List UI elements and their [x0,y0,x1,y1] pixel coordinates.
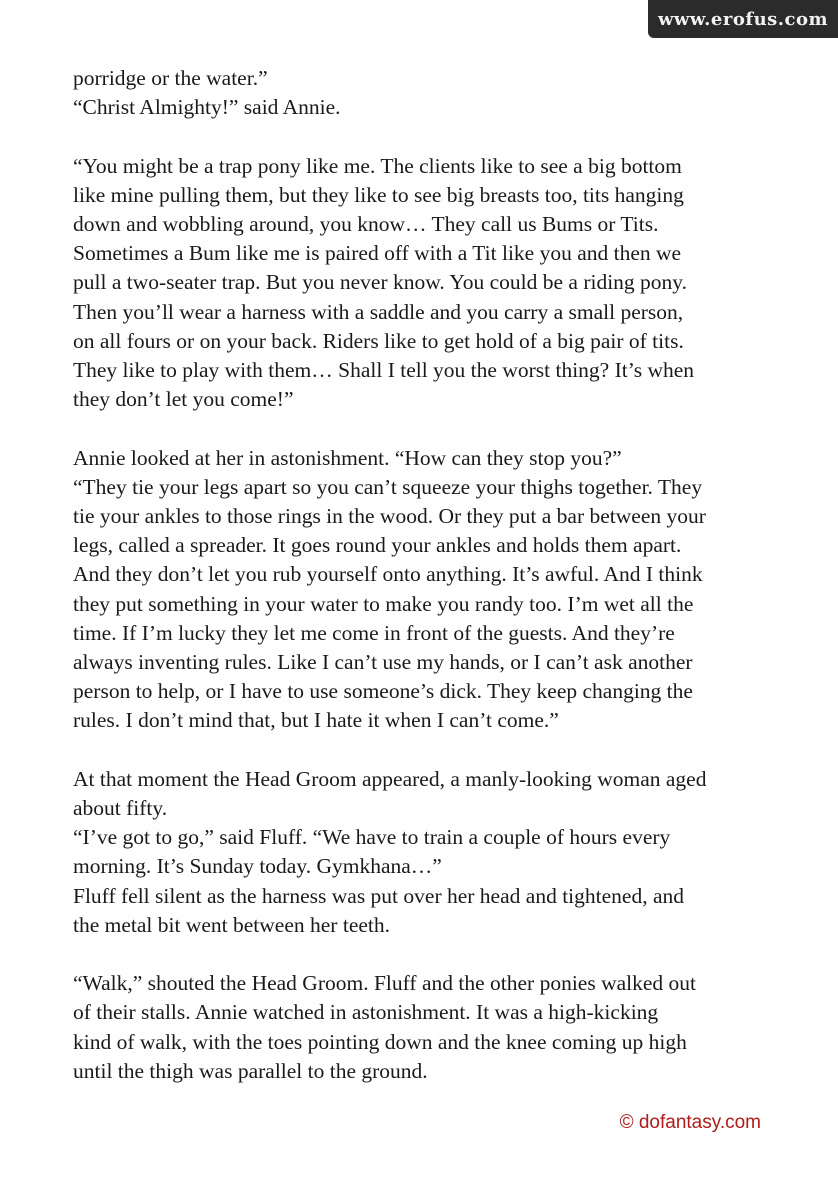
text-line: Sometimes a Bum like me is paired off with a Tit like you and then we [73,241,682,266]
text-line: porridge or the water.” [73,66,268,90]
text-line: about fifty. [73,796,168,821]
text-line: always inventing rules. Like I can’t use my hands, or I can’t ask another [73,650,693,675]
footer-credit: © dofantasy.com [619,1112,761,1133]
text-line: time. If I’m lucky they let me come in front of the guests. And they’re [73,620,675,645]
text-line: person to help, or I have to use someone’s dick. They keep changing the [73,679,693,704]
watermark-badge [648,0,838,38]
watermark-text: www.erofus.com [657,8,829,30]
text-line: “They tie your legs apart so you can’t squeeze your thighs together. They [73,474,703,499]
text-line: they put something in your water to make you randy too. I’m wet all the [73,591,694,616]
paragraph-gap [73,414,773,443]
paragraph-gap [73,122,773,151]
text-line: Annie looked at her in astonishment. “How can they stop you?” [73,445,622,470]
text-line: “I’ve got to go,” said Fluff. “We have to train a couple of hours every [73,825,671,850]
text-line: rules. I don’t mind that, but I hate it when I can’t come.” [73,708,559,733]
text-line: Then you’ll wear a harness with a saddle and you carry a small person, [73,299,684,324]
text-line: kind of walk, with the toes pointing down and the knee coming up high [73,1029,687,1054]
text-line: “Walk,” shouted the Head Groom. Fluff and the other ponies walked out [73,971,697,996]
text-line: Fluff fell silent as the harness was put over her head and tightened, and [73,883,684,908]
paragraph-gap [73,940,773,969]
text-line: “Christ Almighty!” said Annie. [73,95,341,120]
text-line: And they don’t let you rub yourself onto anything. It’s awful. And I think [73,562,703,587]
text-line: like mine pulling them, but they like to see big breasts too, tits hanging [73,182,684,207]
text-line: pull a two-seater trap. But you never know. You could be a riding pony. [73,270,688,295]
text-line: down and wobbling around, you know… They call us Bums or Tits. [73,212,659,236]
text-line: on all fours or on your back. Riders like to get hold of a big pair of tits. [73,328,684,353]
text-line: At that moment the Head Groom appeared, a manly-looking woman aged [73,766,707,791]
text-line: “You might be a trap pony like me. The clients like to see a big bottom [73,153,682,178]
text-line: they don’t let you come!” [73,387,294,412]
text-line: morning. It’s Sunday today. Gymkhana…” [73,854,442,879]
text-line: until the thigh was parallel to the ground. [73,1058,428,1083]
text-line: legs, called a spreader. It goes round your ankles and holds them apart. [73,533,682,558]
text-line: the metal bit went between her teeth. [73,912,390,937]
document-body [73,64,773,1086]
text-line: They like to play with them… Shall I tell you the worst thing? It’s when [73,358,695,383]
text-line: tie your ankles to those rings in the wood. Or they put a bar between your [73,504,706,529]
text-line: of their stalls. Annie watched in astonishment. It was a high-kicking [73,1000,659,1025]
paragraph-gap [73,736,773,765]
